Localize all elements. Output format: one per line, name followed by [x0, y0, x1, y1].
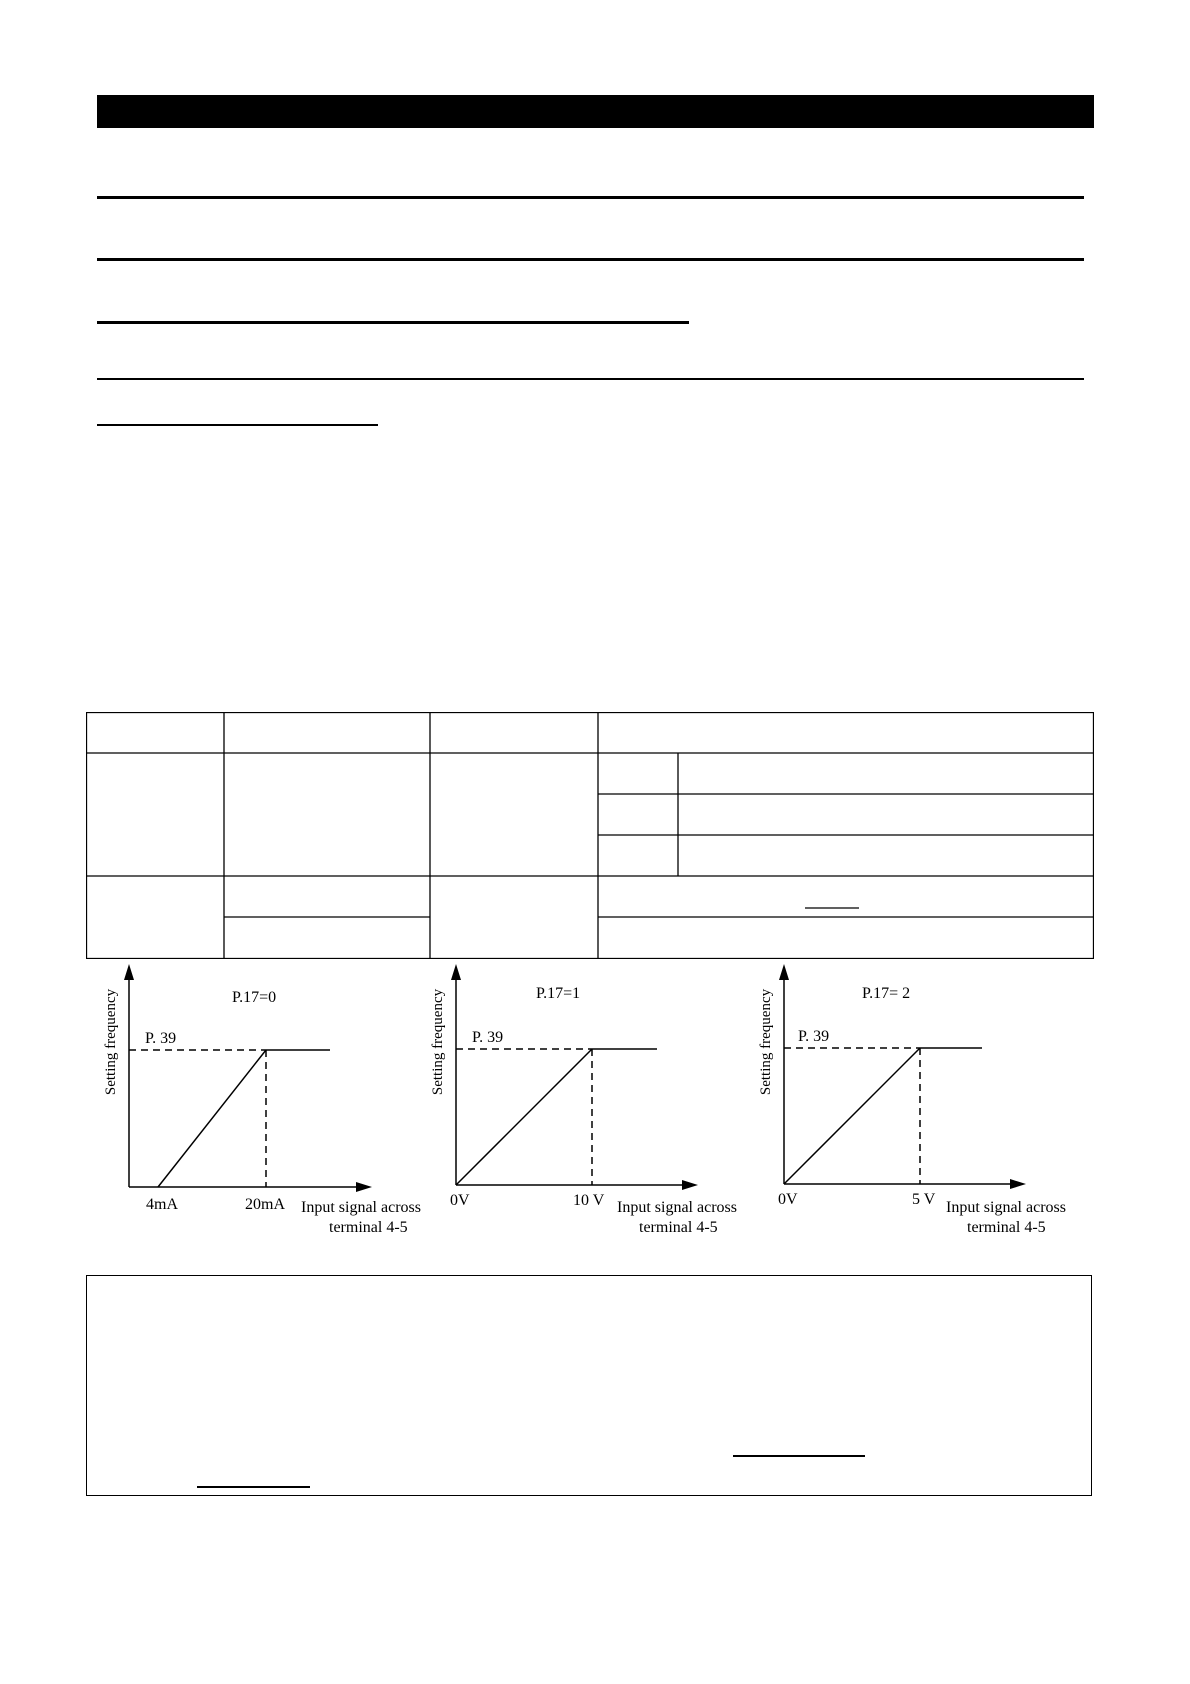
- x-axis-label-line2: terminal 4-5: [329, 1219, 408, 1232]
- y-axis-arrow-icon: [124, 964, 134, 980]
- heading-rule-2: [97, 258, 1084, 261]
- y-axis-arrow-icon: [451, 964, 461, 980]
- param-label: P.17=0: [232, 989, 277, 1006]
- section-header-bar: [97, 95, 1094, 128]
- parameter-table-grid: [86, 712, 1094, 959]
- param-label: P.17= 2: [862, 985, 911, 1002]
- text-rule-5: [97, 424, 378, 426]
- frequency-ramp-line: [784, 1048, 920, 1184]
- chart-p17-1: [420, 962, 765, 1232]
- x-start-label: 0V: [778, 1191, 798, 1208]
- x-axis-arrow-icon: [682, 1180, 698, 1190]
- x-end-label: 10 V: [573, 1192, 605, 1209]
- x-start-label: 4mA: [146, 1196, 178, 1213]
- note-underline-2: [197, 1486, 310, 1488]
- max-label: P. 39: [472, 1029, 504, 1046]
- x-axis-label-line1: Input signal across: [301, 1199, 421, 1216]
- x-end-label: 20mA: [245, 1196, 285, 1213]
- y-axis-arrow-icon: [779, 964, 789, 980]
- text-rule-3: [97, 321, 689, 324]
- x-axis-label-line1: Input signal across: [946, 1199, 1066, 1216]
- parameter-table: [86, 712, 1094, 959]
- y-axis-label: Setting frequency: [103, 988, 119, 1096]
- frequency-ramp-line: [456, 1049, 592, 1185]
- x-start-label: 0V: [450, 1192, 470, 1209]
- max-label: P. 39: [798, 1028, 830, 1045]
- heading-rule-1: [97, 196, 1084, 199]
- x-axis-arrow-icon: [356, 1182, 372, 1192]
- y-axis-label: Setting frequency: [758, 988, 774, 1096]
- note-underline-1: [733, 1455, 865, 1457]
- note-box: [86, 1275, 1092, 1496]
- frequency-ramp-line: [158, 1050, 266, 1187]
- y-axis-label: Setting frequency: [430, 988, 446, 1096]
- x-axis-arrow-icon: [1010, 1179, 1026, 1189]
- x-axis-label-line2: terminal 4-5: [967, 1219, 1046, 1232]
- x-end-label: 5 V: [912, 1191, 936, 1208]
- chart-p17-2: [748, 962, 1088, 1232]
- x-axis-label-line1: Input signal across: [617, 1199, 737, 1216]
- chart-p17-0: [100, 962, 450, 1232]
- x-axis-label-line2: terminal 4-5: [639, 1219, 718, 1232]
- max-label: P. 39: [145, 1030, 177, 1047]
- param-label: P.17=1: [536, 985, 581, 1002]
- text-rule-4: [97, 378, 1084, 380]
